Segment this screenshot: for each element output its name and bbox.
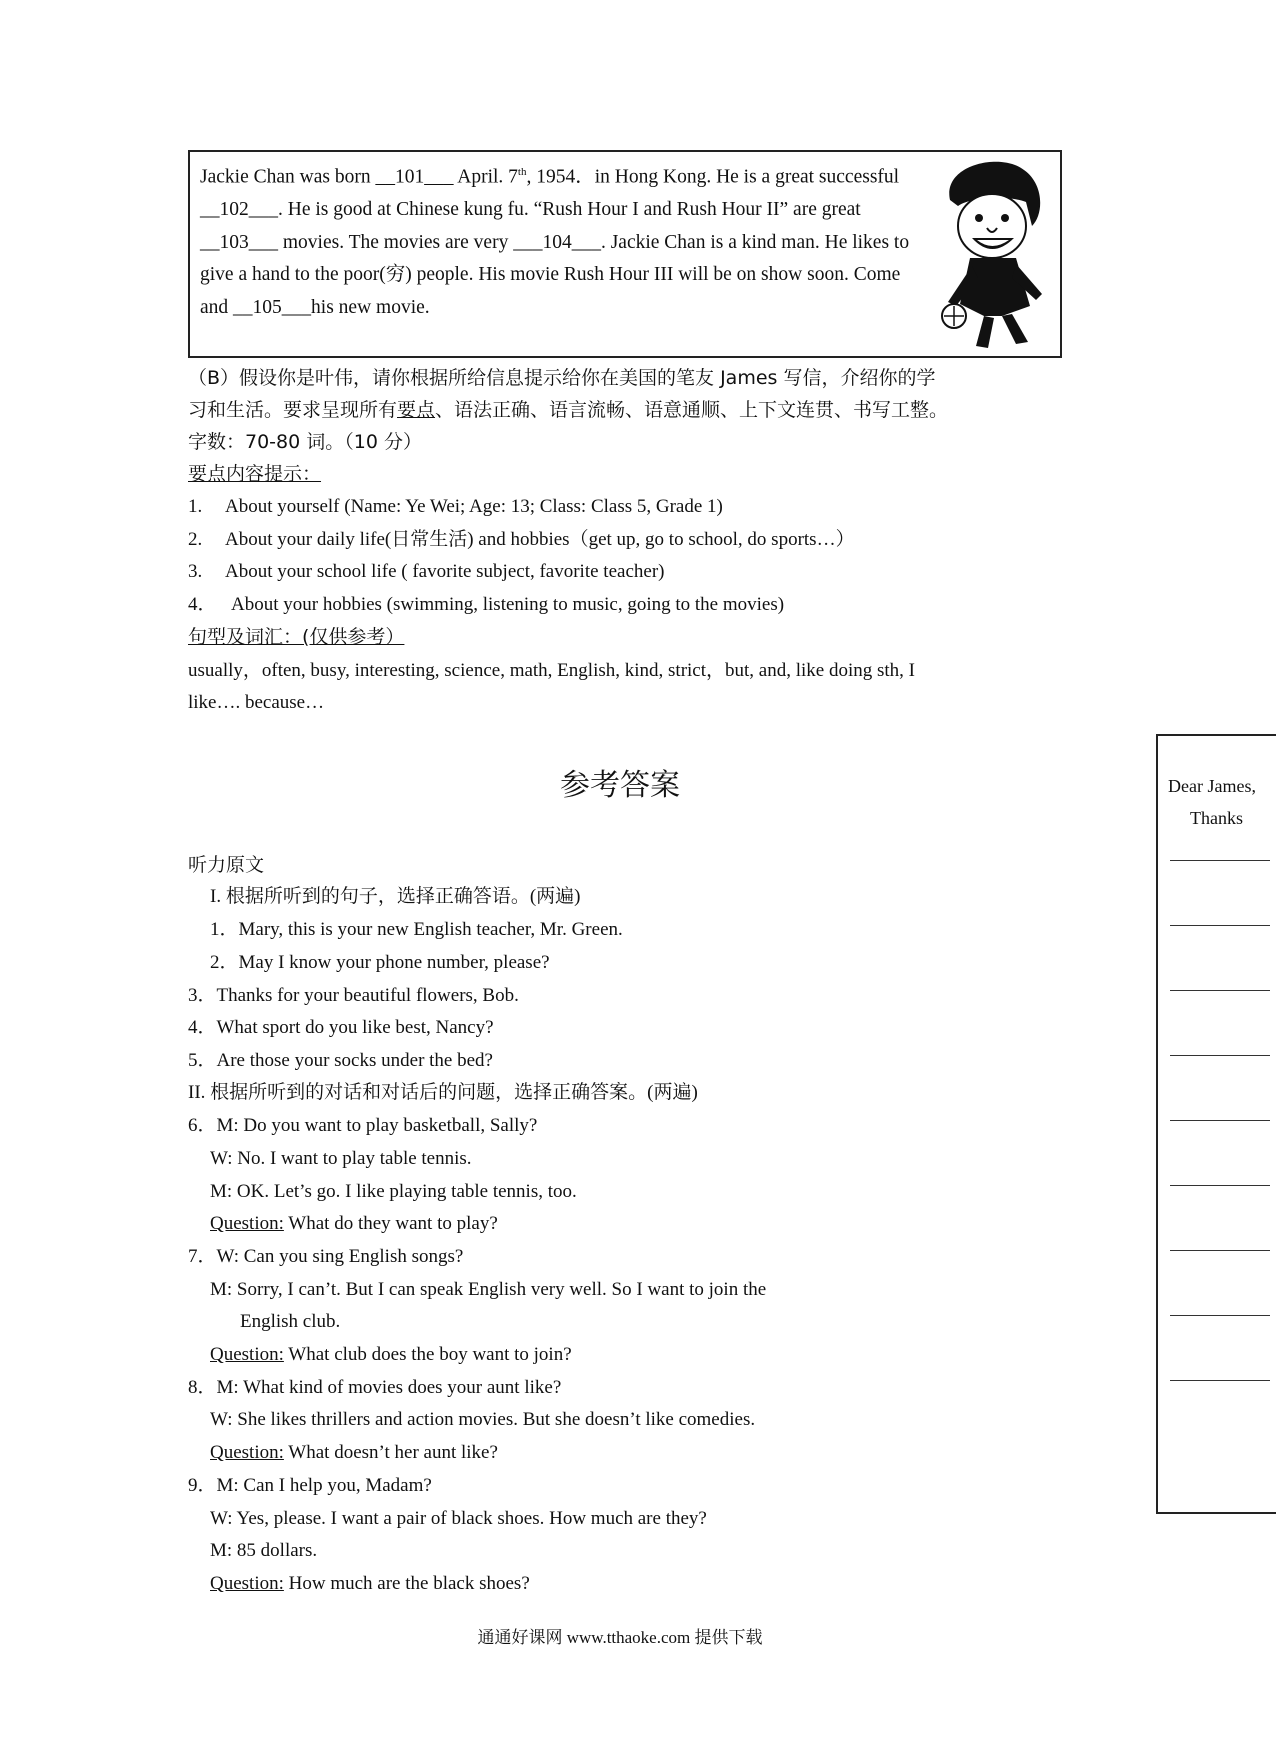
jackie-chan-caricature xyxy=(932,156,1054,354)
points-heading: 要点内容提示： xyxy=(188,463,322,485)
writing-line xyxy=(1170,925,1270,926)
section-b-line3: 字数：70-80 词。（10 分） xyxy=(188,431,422,453)
footer-source: 通通好课网 www.tthaoke.com 提供下载 xyxy=(477,1628,763,1647)
writing-line xyxy=(1170,990,1270,991)
greeting: Dear James, xyxy=(1168,776,1256,796)
passage-box xyxy=(188,150,1062,358)
part1-heading: I. 根据所听到的句子，选择正确答语。(两遍) xyxy=(210,886,581,907)
question-prompt: Question: What do they want to play? xyxy=(210,1213,498,1234)
question-line: 3．Thanks for your beautiful flowers, Bob. xyxy=(188,985,519,1006)
point-item: 1. About yourself (Name: Ye Wei; Age: 13; Class: Class 5, Grade 1) xyxy=(188,496,723,517)
passage-text: Jackie Chan was born __101___ April. 7th, 1954．in Hong Kong. He is a great successful __102___. He is good at Chinese kung fu. “Rush Hour I and Rush Hour II” are great __103___ movies. The movies are very ___104___. Jackie Chan is a kind man. He likes to give a hand to the poor(穷) people. His movie Rush Hour III will be on show soon. Come and __105___his new movie. xyxy=(200,166,910,318)
writing-line xyxy=(1170,1250,1270,1251)
vocab-line: usually，often, busy, interesting, science, math, English, kind, strict，but, and, like doing sth, I xyxy=(188,660,915,681)
dialogue-line: M: 85 dollars. xyxy=(210,1540,318,1561)
question-line: 2．May I know your phone number, please? xyxy=(210,952,550,973)
dialogue-line: 9．M: Can I help you, Madam? xyxy=(188,1475,432,1496)
dialogue-line: M: OK. Let’s go. I like playing table tennis, too. xyxy=(210,1181,577,1202)
dialogue-line: English club. xyxy=(240,1311,341,1332)
section-b-line2: 习和生活。要求呈现所有要点、语法正确、语言流畅、语意通顺、上下文连贯、书写工整。 xyxy=(188,399,949,421)
dialogue-line: W: She likes thrillers and action movies. But she doesn’t like comedies. xyxy=(210,1409,756,1430)
dialogue-line: M: Sorry, I can’t. But I can speak English very well. So I want to join the xyxy=(210,1279,767,1300)
listening-heading: 听力原文 xyxy=(188,854,265,876)
dialogue-line: 8．M: What kind of movies does your aunt like? xyxy=(188,1377,562,1398)
writing-line xyxy=(1170,1120,1270,1121)
vocab-heading: 句型及词汇：(仅供参考） xyxy=(188,626,405,648)
dialogue-line: 6．M: Do you want to play basketball, Sally? xyxy=(188,1115,538,1136)
dialogue-line: W: Yes, please. I want a pair of black shoes. How much are they? xyxy=(210,1508,707,1529)
writing-line xyxy=(1170,1055,1270,1056)
dialogue-line: W: No. I want to play table tennis. xyxy=(210,1148,472,1169)
answer-card xyxy=(1156,734,1276,1514)
ordinal-suffix: th xyxy=(517,166,527,178)
vocab-line: like…. because… xyxy=(188,692,325,713)
writing-line xyxy=(1170,1315,1270,1316)
answers-title: 参考答案 xyxy=(560,768,680,803)
question-prompt: Question: What club does the boy want to join? xyxy=(210,1344,572,1365)
point-item: 2. About your daily life(日常生活) and hobbies（get up, go to school, do sports…） xyxy=(188,529,855,550)
question-prompt: Question: How much are the black shoes? xyxy=(210,1573,530,1594)
question-line: 4．What sport do you like best, Nancy? xyxy=(188,1017,494,1038)
writing-line xyxy=(1170,1185,1270,1186)
section-b-line1: （B）假设你是叶伟，请你根据所给信息提示给你在美国的笔友 James 写信，介绍你的学 xyxy=(188,367,936,389)
part2-heading: II. 根据所听到的对话和对话后的问题，选择正确答案。(两遍) xyxy=(188,1082,698,1103)
opening-word: Thanks xyxy=(1190,808,1243,828)
writing-line xyxy=(1170,1380,1270,1381)
question-prompt: Question: What doesn’t her aunt like? xyxy=(210,1442,498,1463)
question-line: 5．Are those your socks under the bed? xyxy=(188,1050,493,1071)
writing-line xyxy=(1170,860,1270,861)
question-line: 1．Mary, this is your new English teacher, Mr. Green. xyxy=(210,919,623,940)
dialogue-line: 7．W: Can you sing English songs? xyxy=(188,1246,464,1267)
point-item: 4． About your hobbies (swimming, listening to music, going to the movies) xyxy=(188,594,785,615)
point-item: 3. About your school life ( favorite subject, favorite teacher) xyxy=(188,561,665,582)
